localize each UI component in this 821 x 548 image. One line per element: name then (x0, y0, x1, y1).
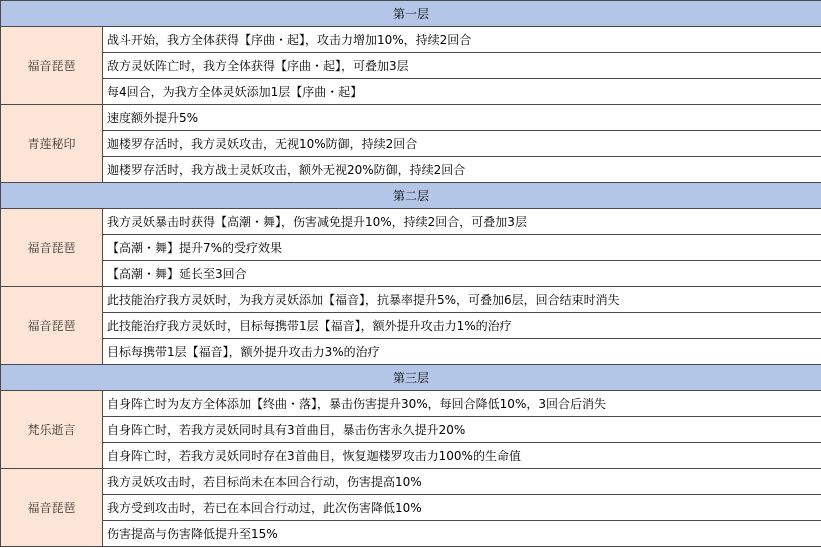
table-row (1, 27, 821, 53)
table-row (1, 521, 821, 547)
table-row (1, 105, 821, 131)
table-row (1, 287, 821, 313)
effect-cell: 迦楼罗存活时，我方灵妖攻击，无视10%防御，持续2回合 (103, 131, 821, 157)
section-header-row (1, 1, 821, 27)
effect-cell: 此技能治疗我方灵妖时，目标每携带1层【福音】，额外提升攻击力1%的治疗 (103, 313, 821, 339)
section-header-row (1, 183, 821, 209)
table-row (1, 313, 821, 339)
effect-cell: 我方受到攻击时，若已在本回合行动过，此次伤害降低10% (103, 495, 821, 521)
skill-name-cell: 福音琵琶 (1, 27, 103, 105)
table-row (1, 339, 821, 365)
effect-cell: 自身阵亡时，若我方灵妖同时具有3首曲目，暴击伤害永久提升20% (103, 417, 821, 443)
skill-name-cell: 梵乐逝言 (1, 391, 103, 469)
table-row (1, 417, 821, 443)
effect-cell: 敌方灵妖阵亡时，我方全体获得【序曲・起】，可叠加3层 (103, 53, 821, 79)
section-title: 第一层 (1, 1, 821, 27)
table-row (1, 495, 821, 521)
effect-cell: 战斗开始，我方全体获得【序曲・起】，攻击力增加10%，持续2回合 (103, 27, 821, 53)
table-row (1, 469, 821, 495)
skill-name-cell: 青莲秘印 (1, 105, 103, 183)
effect-cell: 【高潮・舞】延长至3回合 (103, 261, 821, 287)
section-title: 第三层 (1, 365, 821, 391)
effect-cell: 此技能治疗我方灵妖时，为我方灵妖添加【福音】，抗暴率提升5%，可叠加6层，回合结束时消失 (103, 287, 821, 313)
effect-cell: 自身阵亡时为友方全体添加【终曲・落】，暴击伤害提升30%，每回合降低10%，3回合后消失 (103, 391, 821, 417)
effect-cell: 我方灵妖攻击时，若目标尚未在本回合行动，伤害提高10% (103, 469, 821, 495)
table-row (1, 443, 821, 469)
table-row (1, 391, 821, 417)
section-header-row (1, 365, 821, 391)
effect-cell: 我方灵妖暴击时获得【高潮・舞】，伤害减免提升10%，持续2回合，可叠加3层 (103, 209, 821, 235)
table-row (1, 235, 821, 261)
effect-cell: 每4回合，为我方全体灵妖添加1层【序曲・起】 (103, 79, 821, 105)
skill-name-cell: 福音琵琶 (1, 209, 103, 287)
table-row (1, 261, 821, 287)
skill-name-cell: 福音琵琶 (1, 287, 103, 365)
effect-cell: 【高潮・舞】提升7%的受疗效果 (103, 235, 821, 261)
table-row (1, 79, 821, 105)
section-title: 第二层 (1, 183, 821, 209)
table-row (1, 131, 821, 157)
table-row (1, 209, 821, 235)
effect-cell: 伤害提高与伤害降低提升至15% (103, 521, 821, 547)
table-row (1, 157, 821, 183)
table-row (1, 53, 821, 79)
effect-cell: 目标每携带1层【福音】，额外提升攻击力3%的治疗 (103, 339, 821, 365)
effect-cell: 速度额外提升5% (103, 105, 821, 131)
effect-cell: 迦楼罗存活时，我方战士灵妖攻击，额外无视20%防御，持续2回合 (103, 157, 821, 183)
skill-name-cell: 福音琵琶 (1, 469, 103, 547)
effect-cell: 自身阵亡时，若我方灵妖同时存在3首曲目，恢复迦楼罗攻击力100%的生命值 (103, 443, 821, 469)
